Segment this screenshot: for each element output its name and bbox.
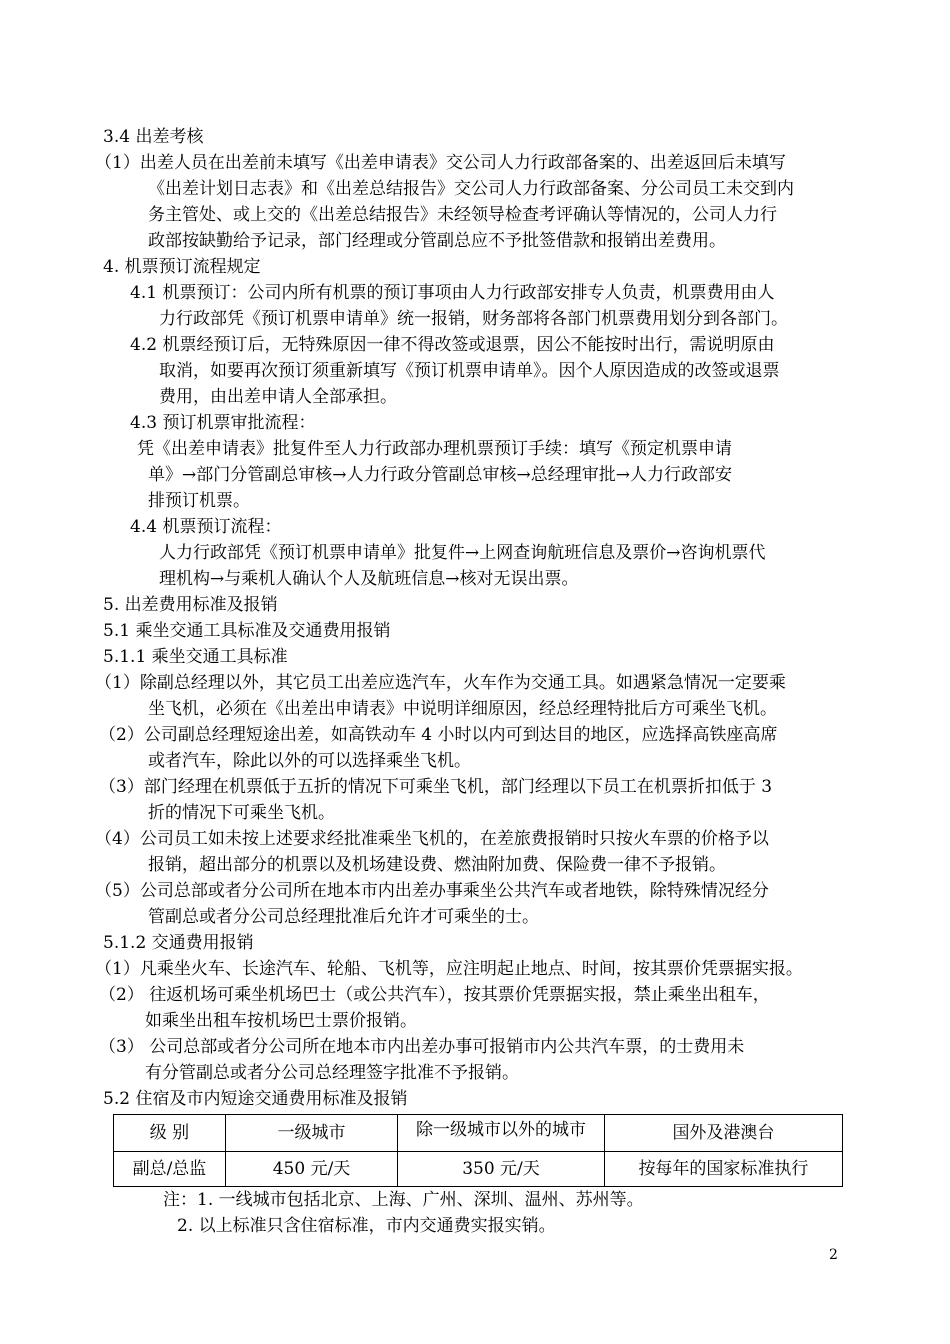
table-row [114, 1152, 843, 1187]
paragraph-line: 有分管副总或者分公司总经理签字批准不予报销。 [145, 1063, 519, 1083]
paragraph-line: 理机构→与乘机人确认个人及航班信息→核对无误出票。 [159, 569, 579, 589]
paragraph-line: 《出差计划日志表》和《出差总结报告》交公司人力行政部备案、分公司员工未交到内 [148, 179, 794, 199]
heading-4-3: 4.3 预订机票审批流程： [130, 413, 316, 433]
accommodation-standard-table [113, 1114, 843, 1187]
paragraph-line: （2）公司副总经理短途出差，如高铁动车 4 小时以内可到达目的地区，应选择高铁座高席 [99, 725, 778, 745]
paragraph-line: （4）公司员工如未按上述要求经批准乘坐飞机的，在差旅费报销时只按火车票的价格予以 [95, 829, 769, 849]
paragraph-line: 折的情况下可乘坐飞机。 [148, 803, 335, 823]
table-cell: 450 元/天 [225, 1152, 397, 1187]
paragraph-line: 取消，如要再次预订须重新填写《预订机票申请单》。因个人原因造成的改签或退票 [159, 361, 780, 381]
heading-4-4: 4.4 机票预订流程： [130, 517, 282, 537]
paragraph-line: 政部按缺勤给予记录，部门经理或分管副总应不予批签借款和报销出差费用。 [148, 231, 726, 251]
paragraph-line: （1）出差人员在出差前未填写《出差申请表》交公司人力行政部备案的、出差返回后未填写 [95, 153, 786, 173]
paragraph-line: （3）部门经理在机票低于五折的情况下可乘坐飞机，部门经理以下员工在机票折扣低于 3 [99, 777, 773, 797]
paragraph-line: 4.1 机票预订：公司内所有机票的预订事项由人力行政部安排专人负责，机票费用由人 [130, 283, 775, 303]
paragraph-line: 费用，由出差申请人全部承担。 [159, 387, 397, 407]
heading-5-2: 5.2 住宿及市内短途交通费用标准及报销 [103, 1089, 408, 1109]
paragraph-line: 务主管处、或上交的《出差总结报告》未经领导检查考评确认等情况的，公司人力行 [148, 205, 777, 225]
heading-5: 5. 出差费用标准及报销 [103, 595, 278, 615]
paragraph-line: （2） 往返机场可乘坐机场巴士（或公共汽车），按其票价凭票据实报，禁止乘坐出租车， [99, 985, 770, 1005]
paragraph-line: 管副总或者分公司总经理批准后允许才可乘坐的士。 [148, 907, 539, 927]
paragraph-line: （3） 公司总部或者分公司所在地本市内出差办事可报销市内公共汽车票，的士费用未 [99, 1037, 745, 1057]
page-number: 2 [829, 1247, 838, 1263]
paragraph-line: 报销，超出部分的机票以及机场建设费、燃油附加费、保险费一律不予报销。 [148, 855, 726, 875]
table-cell: 按每年的国家标准执行 [604, 1152, 842, 1187]
paragraph-line: 人力行政部凭《预订机票申请单》批复件→上网查询航班信息及票价→咨询机票代 [159, 543, 766, 563]
paragraph-line: 单》→部门分管副总审核→人力行政分管副总审核→总经理审批→人力行政部安 [148, 465, 732, 485]
paragraph-line: 排预订机票。 [148, 491, 250, 511]
heading-3-4: 3.4 出差考核 [103, 127, 204, 147]
heading-5-1-2: 5.1.2 交通费用报销 [103, 933, 254, 953]
heading-5-1: 5.1 乘坐交通工具标准及交通费用报销 [103, 621, 391, 641]
paragraph-line: 力行政部凭《预订机票申请单》统一报销，财务部将各部门机票费用划分到各部门。 [159, 309, 788, 329]
paragraph-line: （1）凡乘坐火车、长途汽车、轮船、飞机等，应注明起止地点、时间，按其票价凭票据实报。 [95, 959, 803, 979]
table-header-cell: 一级城市 [225, 1115, 397, 1152]
note-line: 注：1. 一线城市包括北京、上海、广州、深圳、温州、苏州等。 [163, 1190, 644, 1210]
table-cell: 350 元/天 [398, 1152, 605, 1187]
table-header-cell: 除一级城市以外的城市 [398, 1115, 605, 1152]
table-header-cell: 国外及港澳台 [604, 1115, 842, 1152]
heading-5-1-1: 5.1.1 乘坐交通工具标准 [103, 647, 288, 667]
paragraph-line: 凭《出差申请表》批复件至人力行政部办理机票预订手续：填写《预定机票申请 [137, 439, 732, 459]
paragraph-line: 4.2 机票经预订后，无特殊原因一律不得改签或退票，因公不能按时出行，需说明原由 [130, 335, 775, 355]
table-cell: 副总/总监 [114, 1152, 226, 1187]
table-header-cell: 级 别 [114, 1115, 226, 1152]
document-body [95, 124, 843, 1239]
paragraph-line: （5）公司总部或者分公司所在地本市内出差办事乘坐公共汽车或者地铁，除特殊情况经分 [95, 881, 769, 901]
paragraph-line: （1）除副总经理以外，其它员工出差应选汽车，火车作为交通工具。如遇紧急情况一定要乘 [95, 673, 786, 693]
note-line: 2. 以上标准只含住宿标准，市内交通费实报实销。 [177, 1216, 556, 1236]
paragraph-line: 坐飞机，必须在《出差出申请表》中说明详细原因，经总经理特批后方可乘坐飞机。 [148, 699, 777, 719]
paragraph-line: 或者汽车，除此以外的可以选择乘坐飞机。 [148, 751, 471, 771]
paragraph-line: 如乘坐出租车按机场巴士票价报销。 [145, 1011, 417, 1031]
table-header-row [114, 1115, 843, 1152]
heading-4: 4. 机票预订流程规定 [103, 257, 261, 277]
